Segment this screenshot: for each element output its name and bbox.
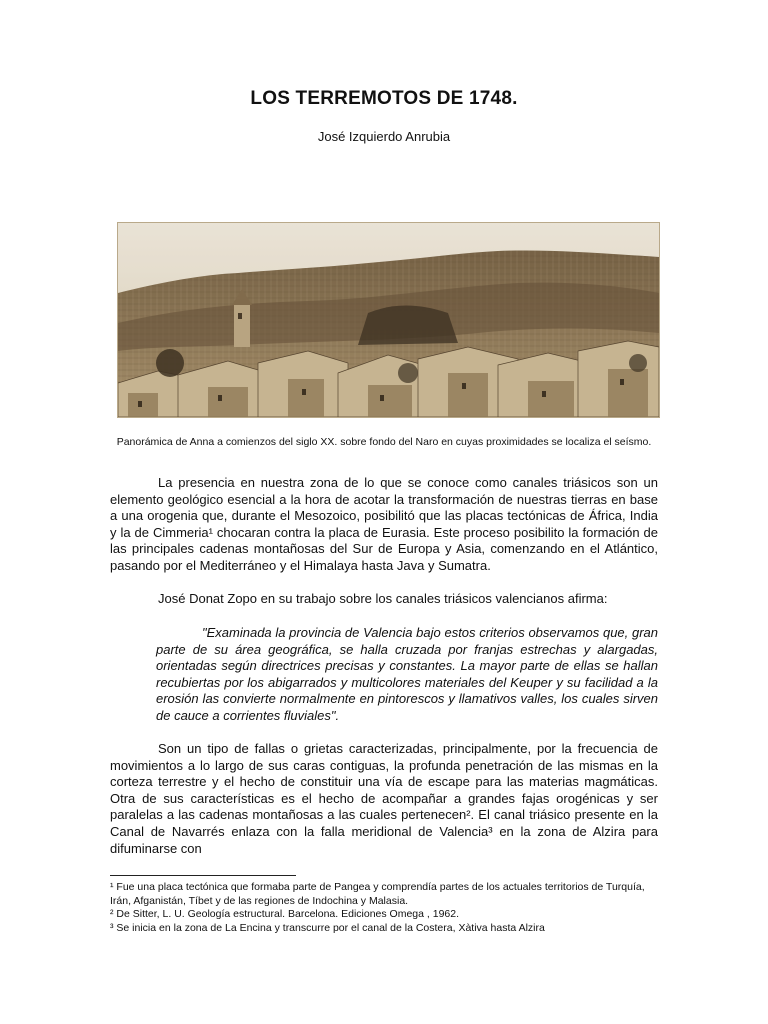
block-quote: "Examinada la provincia de Valencia bajo estos criterios observamos que, gran parte de su área geográfica, se halla cruzada por franjas estrechas y alargadas, orientadas según directrices precisas y constantes. La mayor parte de ellas se hallan recubiertas por los abigarrados y multicolores materiales del Keuper y su facilidad a la erosión las convierte normalmente en pintorescos y llamativos valles, los cuales sirven de cauce a corrientes fluviales". [156, 625, 658, 723]
footnote-2: ² De Sitter, L. U. Geología estructural. Barcelona. Ediciones Omega , 1962. [110, 908, 460, 920]
footnote-1: ¹ Fue una placa tectónica que formaba parte de Pangea y comprendía partes de los actuales territorios de Turquía, Irán, Afganistán, Tíbet y de las regiones de Indochina y Malasia. [110, 881, 645, 907]
document-title: LOS TERREMOTOS DE 1748. [250, 88, 518, 109]
figure-caption: Panorámica de Anna a comienzos del siglo XX. sobre fondo del Naro en cuyas proximidades se localiza el seísmo. [116, 436, 652, 448]
panorama-photo [117, 222, 660, 418]
footnote-separator [110, 875, 296, 876]
footnote-3: ³ Se inicia en la zona de La Encina y transcurre por el canal de la Costera, Xàtiva hasta Alzira [110, 921, 545, 934]
document-author: José Izquierdo Anrubia [317, 129, 451, 144]
paragraph-1: La presencia en nuestra zona de lo que se conoce como canales triásicos son un elemento geológico esencial a la hora de acotar la transformación de nuestras tierras en base a una orogenia que, durante el Mesozoico, posibilitó que las placas tectónicas de África, India y la de Cimmeria¹ chocaran contra la placa de Eurasia. Este proceso posibilito la formación de las principales cadenas montañosas del Sur de Europa y Asia, comenzando en el Atlántico, pasando por el Mediterráneo y el Himalaya hasta Java y Sumatra. [110, 475, 658, 573]
footnotes [110, 881, 658, 935]
panorama-illustration [118, 223, 659, 417]
paragraph-2: José Donat Zopo en su trabajo sobre los canales triásicos valencianos afirma: [158, 591, 608, 606]
paragraph-3: Son un tipo de fallas o grietas caracterizadas, principalmente, por la frecuencia de movimientos a lo largo de sus caras contiguas, la profunda penetración de las mismas en la corteza terrestre y el hecho de constituir una vía de escape para las materias magmáticas. Otra de sus características es el hecho de acompañar a grandes fajas orogénicas y ser paralelas a las cadenas montañosas a las cuales pertenecen². El canal triásico presente en la Canal de Navarrés enlaza con la falla meridional de Valencia³ en la zona de Alzira para difuminarse con [110, 741, 658, 856]
